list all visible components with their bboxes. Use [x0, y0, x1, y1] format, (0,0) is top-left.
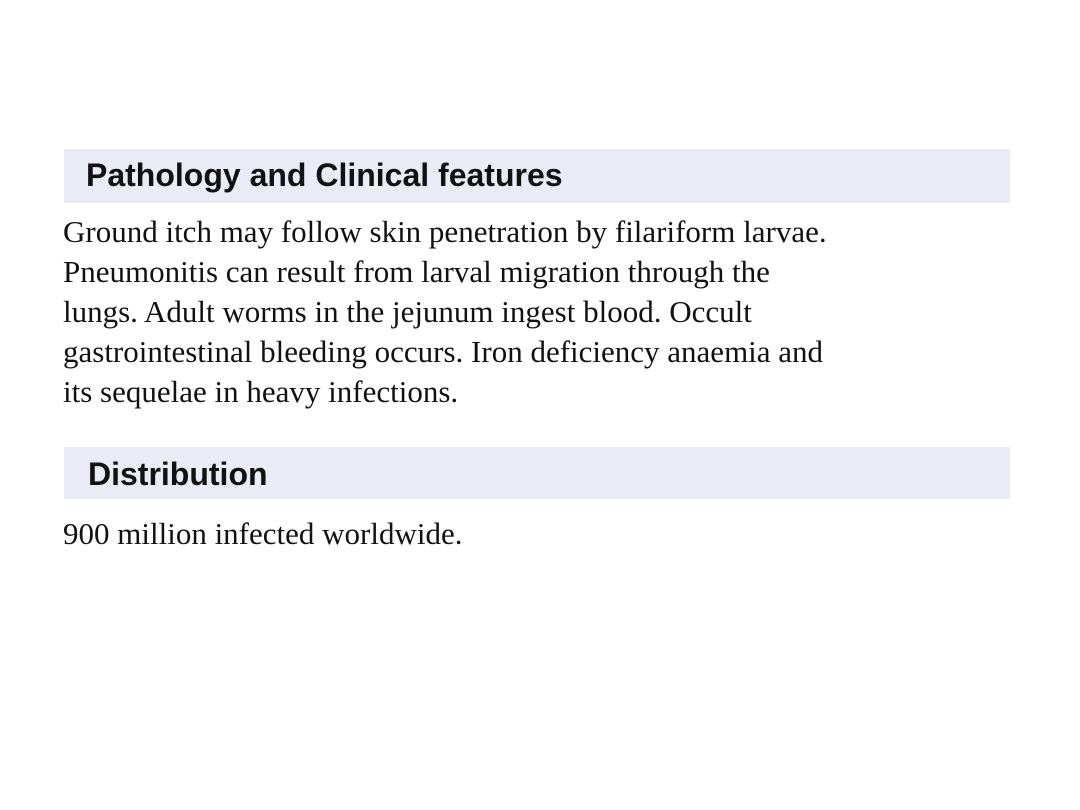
heading-text: Pathology and Clinical features [86, 157, 563, 193]
paragraph-line: Pneumonitis can result from larval migration through the [63, 254, 770, 289]
section-heading-distribution [64, 447, 1010, 499]
paragraph-line: lungs. Adult worms in the jejunum ingest blood. Occult [63, 294, 752, 329]
paragraph-line: 900 million infected worldwide. [63, 516, 463, 551]
paragraph-line: its sequelae in heavy infections. [63, 374, 459, 409]
paragraph-line: gastrointestinal bleeding occurs. Iron deficiency anaemia and [63, 334, 824, 369]
paragraph-line: Ground itch may follow skin penetration by filariform larvae. [63, 214, 827, 249]
heading-text: Distribution [88, 456, 268, 492]
section-heading-pathology [64, 149, 1010, 203]
